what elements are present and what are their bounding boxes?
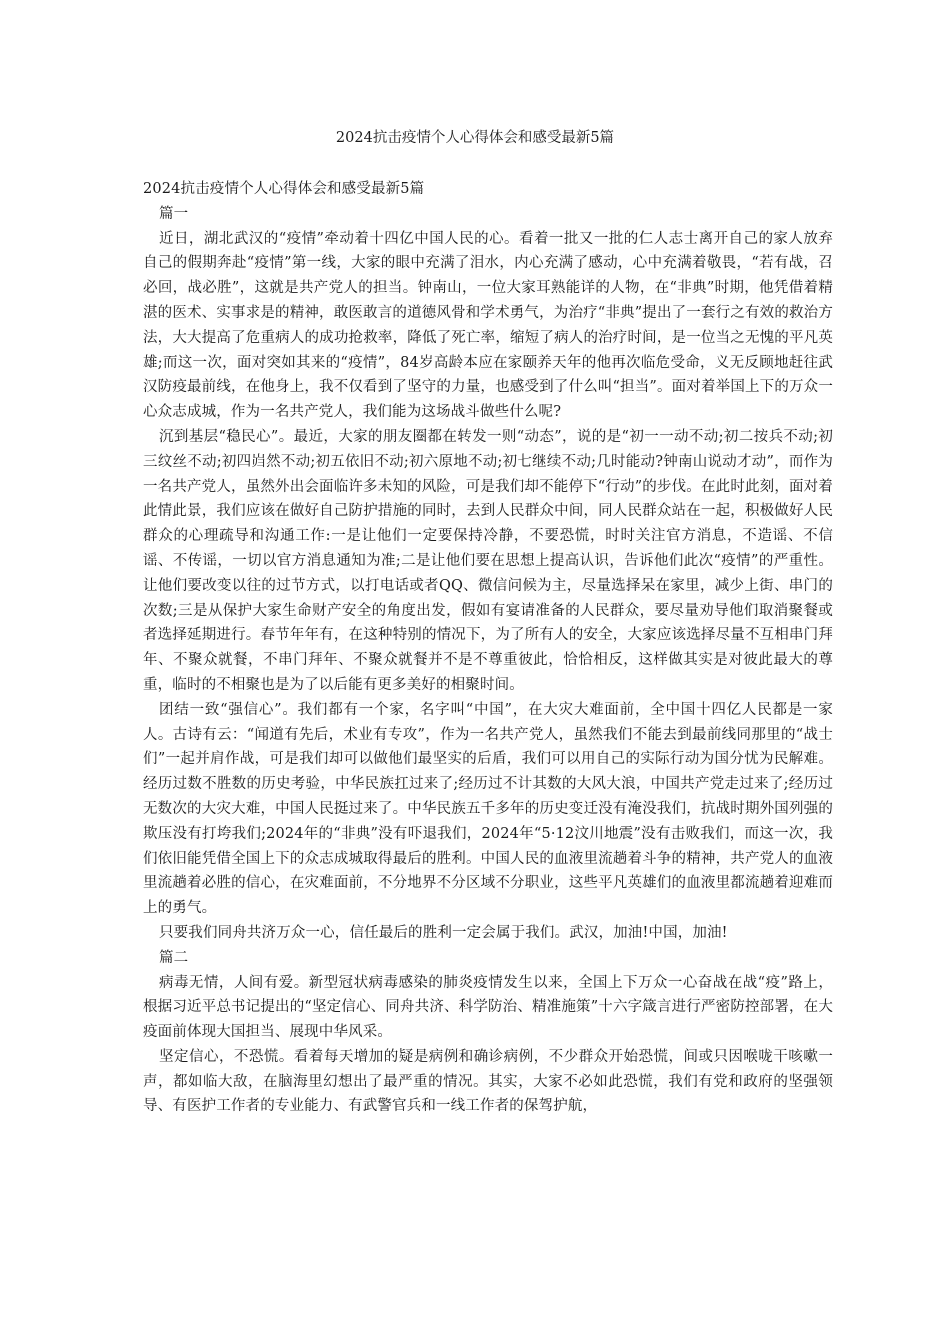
paragraph: 病毒无情，人间有爱。新型冠状病毒感染的肺炎疫情发生以来，全国上下万众一心奋战在战“疫”路上，根据习近平总书记提出的“坚定信心、同舟共济、科学防治、精准施策”十六字箴言进行严密防控部署，在大疫面前体现大国担当、展现中华风采。 [143, 974, 833, 1041]
section-label-2: 篇二 [159, 949, 189, 966]
section-label-1: 篇一 [159, 205, 189, 222]
paragraph: 坚定信心，不恐慌。看着每天增加的疑是病例和确诊病例，不少群众开始恐慌，间或只因喉咙干咳嗽一声，都如临大敌，在脑海里幻想出了最严重的情况。其实，大家不必如此恐慌，我们有党和政府的坚强领导、有医护工作者的专业能力、有武警官兵和一线工作者的保驾护航， [143, 1048, 833, 1115]
paragraph: 沉到基层“稳民心”。最近，大家的朋友圈都在转发一则“动态”，说的是“初一一动不动;初二按兵不动;初三纹丝不动;初四岿然不动;初五依旧不动;初六原地不动;初七继续不动;几时能动?钟南山说动才动”，而作为一名共产党人，虽然外出会面临许多未知的风险，可是我们却不能停下“行动”的步伐。在此时此刻，面对着此情此景，我们应该在做好自己防护措施的同时，去到人民群众中间，同人民群众站在一起，积极做好人民群众的心理疏导和沟通工作:一是让他们一定要保持冷静，不要恐慌，时时关注官方消息，不造谣、不信谣、不传谣，一切以官方消息通知为准;二是让他们要在思想上提高认识，告诉他们此次“疫情”的严重性。让他们要改变以往的过节方式，以打电话或者QQ、微信问候为主，尽量选择呆在家里，减少上街、串门的次数;三是从保护大家生命财产安全的角度出发，假如有宴请准备的人民群众，要尽量劝导他们取消聚餐或者选择延期进行。春节年年有，在这种特别的情况下，为了所有人的安全，大家应该选择尽量不互相串门拜年、不聚众就餐，不串门拜年、不聚众就餐并不是不尊重彼此，恰恰相反，这样做其实是对彼此最大的尊重，临时的不相聚也是为了以后能有更多美好的相聚时间。 [143, 428, 833, 693]
document-body [143, 177, 833, 1119]
body-heading: 2024抗击疫情个人心得体会和感受最新5篇 [143, 181, 425, 197]
paragraph: 只要我们同舟共济万众一心，信任最后的胜利一定会属于我们。武汉，加油!中国，加油! [159, 924, 728, 941]
document-title: 2024抗击疫情个人心得体会和感受最新5篇 [335, 130, 615, 146]
paragraph: 近日，湖北武汉的“疫情”牵动着十四亿中国人民的心。看着一批又一批的仁人志士离开自己的家人放弃自己的假期奔赴“疫情”第一线，大家的眼中充满了泪水，内心充满了感动，心中充满着敬畏，“若有战，召必回，战必胜”，这就是共产党人的担当。钟南山，一位大家耳熟能详的人物，在“非典”时期，他凭借着精湛的医术、实事求是的精神，敢医敢言的道德风骨和学术勇气，为治疗“非典”提出了一套行之有效的救治方法，大大提高了危重病人的成功抢救率，降低了死亡率，缩短了病人的治疗时间，是一位当之无愧的平凡英雄;而这一次，面对突如其来的“疫情”，84岁高龄本应在家颐养天年的他再次临危受命，义无反顾地赶往武汉防疫最前线，在他身上，我不仅看到了坚守的力量，也感受到了什么叫“担当”。面对着举国上下的万众一心众志成城，作为一名共产党人，我们能为这场战斗做些什么呢? [143, 230, 833, 421]
paragraph: 团结一致“强信心”。我们都有一个家，名字叫“中国”，在大灾大难面前，全中国十四亿人民都是一家人。古诗有云：“闻道有先后，术业有专攻”，作为一名共产党人，虽然我们不能去到最前线同那里的“战士们”一起并肩作战，可是我们却可以做他们最坚实的后盾，我们可以用自己的实际行动为国分忧为民解难。经历过数不胜数的历史考验，中华民族扛过来了;经历过不计其数的大风大浪，中国共产党走过来了;经历过无数次的大灾大难，中国人民挺过来了。中华民族五千多年的历史变迁没有淹没我们，抗战时期外国列强的欺压没有打垮我们;2024年的“非典”没有吓退我们，2024年“5·12汶川地震”没有击败我们，而这一次，我们依旧能凭借全国上下的众志成城取得最后的胜利。中国人民的血液里流趟着斗争的精神，共产党人的血液里流趟着必胜的信心，在灾难面前，不分地界不分区域不分职业，这些平凡英雄们的血液里都流趟着迎难而上的勇气。 [143, 701, 833, 917]
